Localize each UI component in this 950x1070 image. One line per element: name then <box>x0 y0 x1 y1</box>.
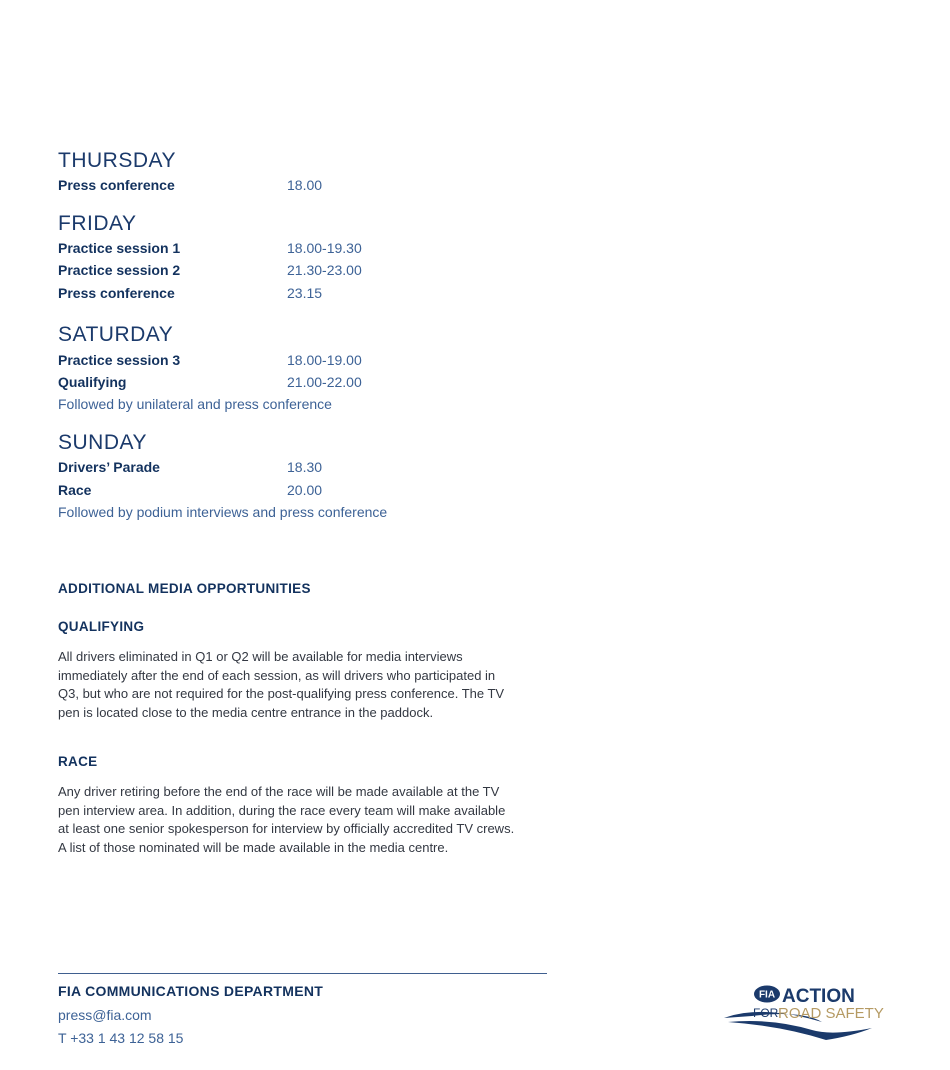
session-label: Practice session 1 <box>58 240 181 256</box>
schedule-row <box>58 260 558 280</box>
paragraph-line: pen is located close to the media centre entrance in the paddock. <box>58 704 434 720</box>
footer-department: FIA COMMUNICATIONS DEPARTMENT <box>58 983 324 999</box>
day-title-saturday: SATURDAY <box>58 323 174 346</box>
session-time: 18.30 <box>287 459 323 475</box>
race-paragraph <box>58 783 548 857</box>
schedule-row <box>58 238 558 258</box>
day-title-sunday: SUNDAY <box>58 431 147 454</box>
action-for-road-safety-logo <box>722 982 884 1044</box>
additional-heading: ADDITIONAL MEDIA OPPORTUNITIES <box>58 581 311 596</box>
schedule-row <box>58 480 558 500</box>
session-label: Press conference <box>58 177 175 193</box>
schedule-note: Followed by podium interviews and press conference <box>58 504 388 520</box>
session-label: Practice session 2 <box>58 262 181 278</box>
session-label: Race <box>58 482 92 498</box>
session-time: 18.00 <box>287 177 323 193</box>
paragraph-line: immediately after the end of each session, as will drivers who participated in <box>58 667 496 683</box>
session-time: 20.00 <box>287 482 323 498</box>
qualifying-heading: QUALIFYING <box>58 619 145 634</box>
footer-phone: T +33 1 43 12 58 15 <box>58 1030 184 1046</box>
logo-road-safety-text: ROAD SAFETY <box>778 1005 884 1022</box>
schedule-row <box>58 283 558 303</box>
logo-swoosh-road <box>728 1021 872 1040</box>
day-title-thursday: THURSDAY <box>58 149 176 172</box>
session-label: Press conference <box>58 285 175 301</box>
paragraph-line: All drivers eliminated in Q1 or Q2 will be available for media interviews <box>58 649 463 664</box>
logo-action-text: ACTION <box>782 986 855 1007</box>
paragraph-line: at least one senior spokesperson for interview by officially accredited TV crews. <box>58 821 515 836</box>
footer-divider <box>58 973 547 974</box>
session-time: 21.00-22.00 <box>287 374 362 390</box>
footer-email-link[interactable]: press@fia.com <box>58 1007 152 1023</box>
session-label: Qualifying <box>58 374 127 390</box>
schedule-row <box>58 457 558 477</box>
logo-for-text: FOR <box>753 1006 779 1020</box>
session-label: Drivers’ Parade <box>58 459 160 475</box>
qualifying-paragraph <box>58 648 548 722</box>
race-heading: RACE <box>58 754 98 769</box>
session-time: 21.30-23.00 <box>287 262 362 278</box>
paragraph-line: Any driver retiring before the end of the race will be made available at the TV <box>58 784 500 799</box>
session-label: Practice session 3 <box>58 352 181 368</box>
paragraph-line: pen interview area. In addition, during the race every team will make available <box>58 802 506 818</box>
schedule-row <box>58 350 558 370</box>
paragraph-line: A list of those nominated will be made available in the media centre. <box>58 839 449 855</box>
paragraph-line: Q3, but who are not required for the post-qualifying press conference. The TV <box>58 686 505 701</box>
fia-emblem-text: FIA <box>758 989 776 1001</box>
session-time: 23.15 <box>287 285 323 301</box>
schedule-row <box>58 372 558 392</box>
day-title-friday: FRIDAY <box>58 212 137 235</box>
session-time: 18.00-19.30 <box>287 240 362 256</box>
session-time: 18.00-19.00 <box>287 352 362 368</box>
schedule-note: Followed by unilateral and press conference <box>58 396 332 412</box>
schedule-row <box>58 175 558 195</box>
